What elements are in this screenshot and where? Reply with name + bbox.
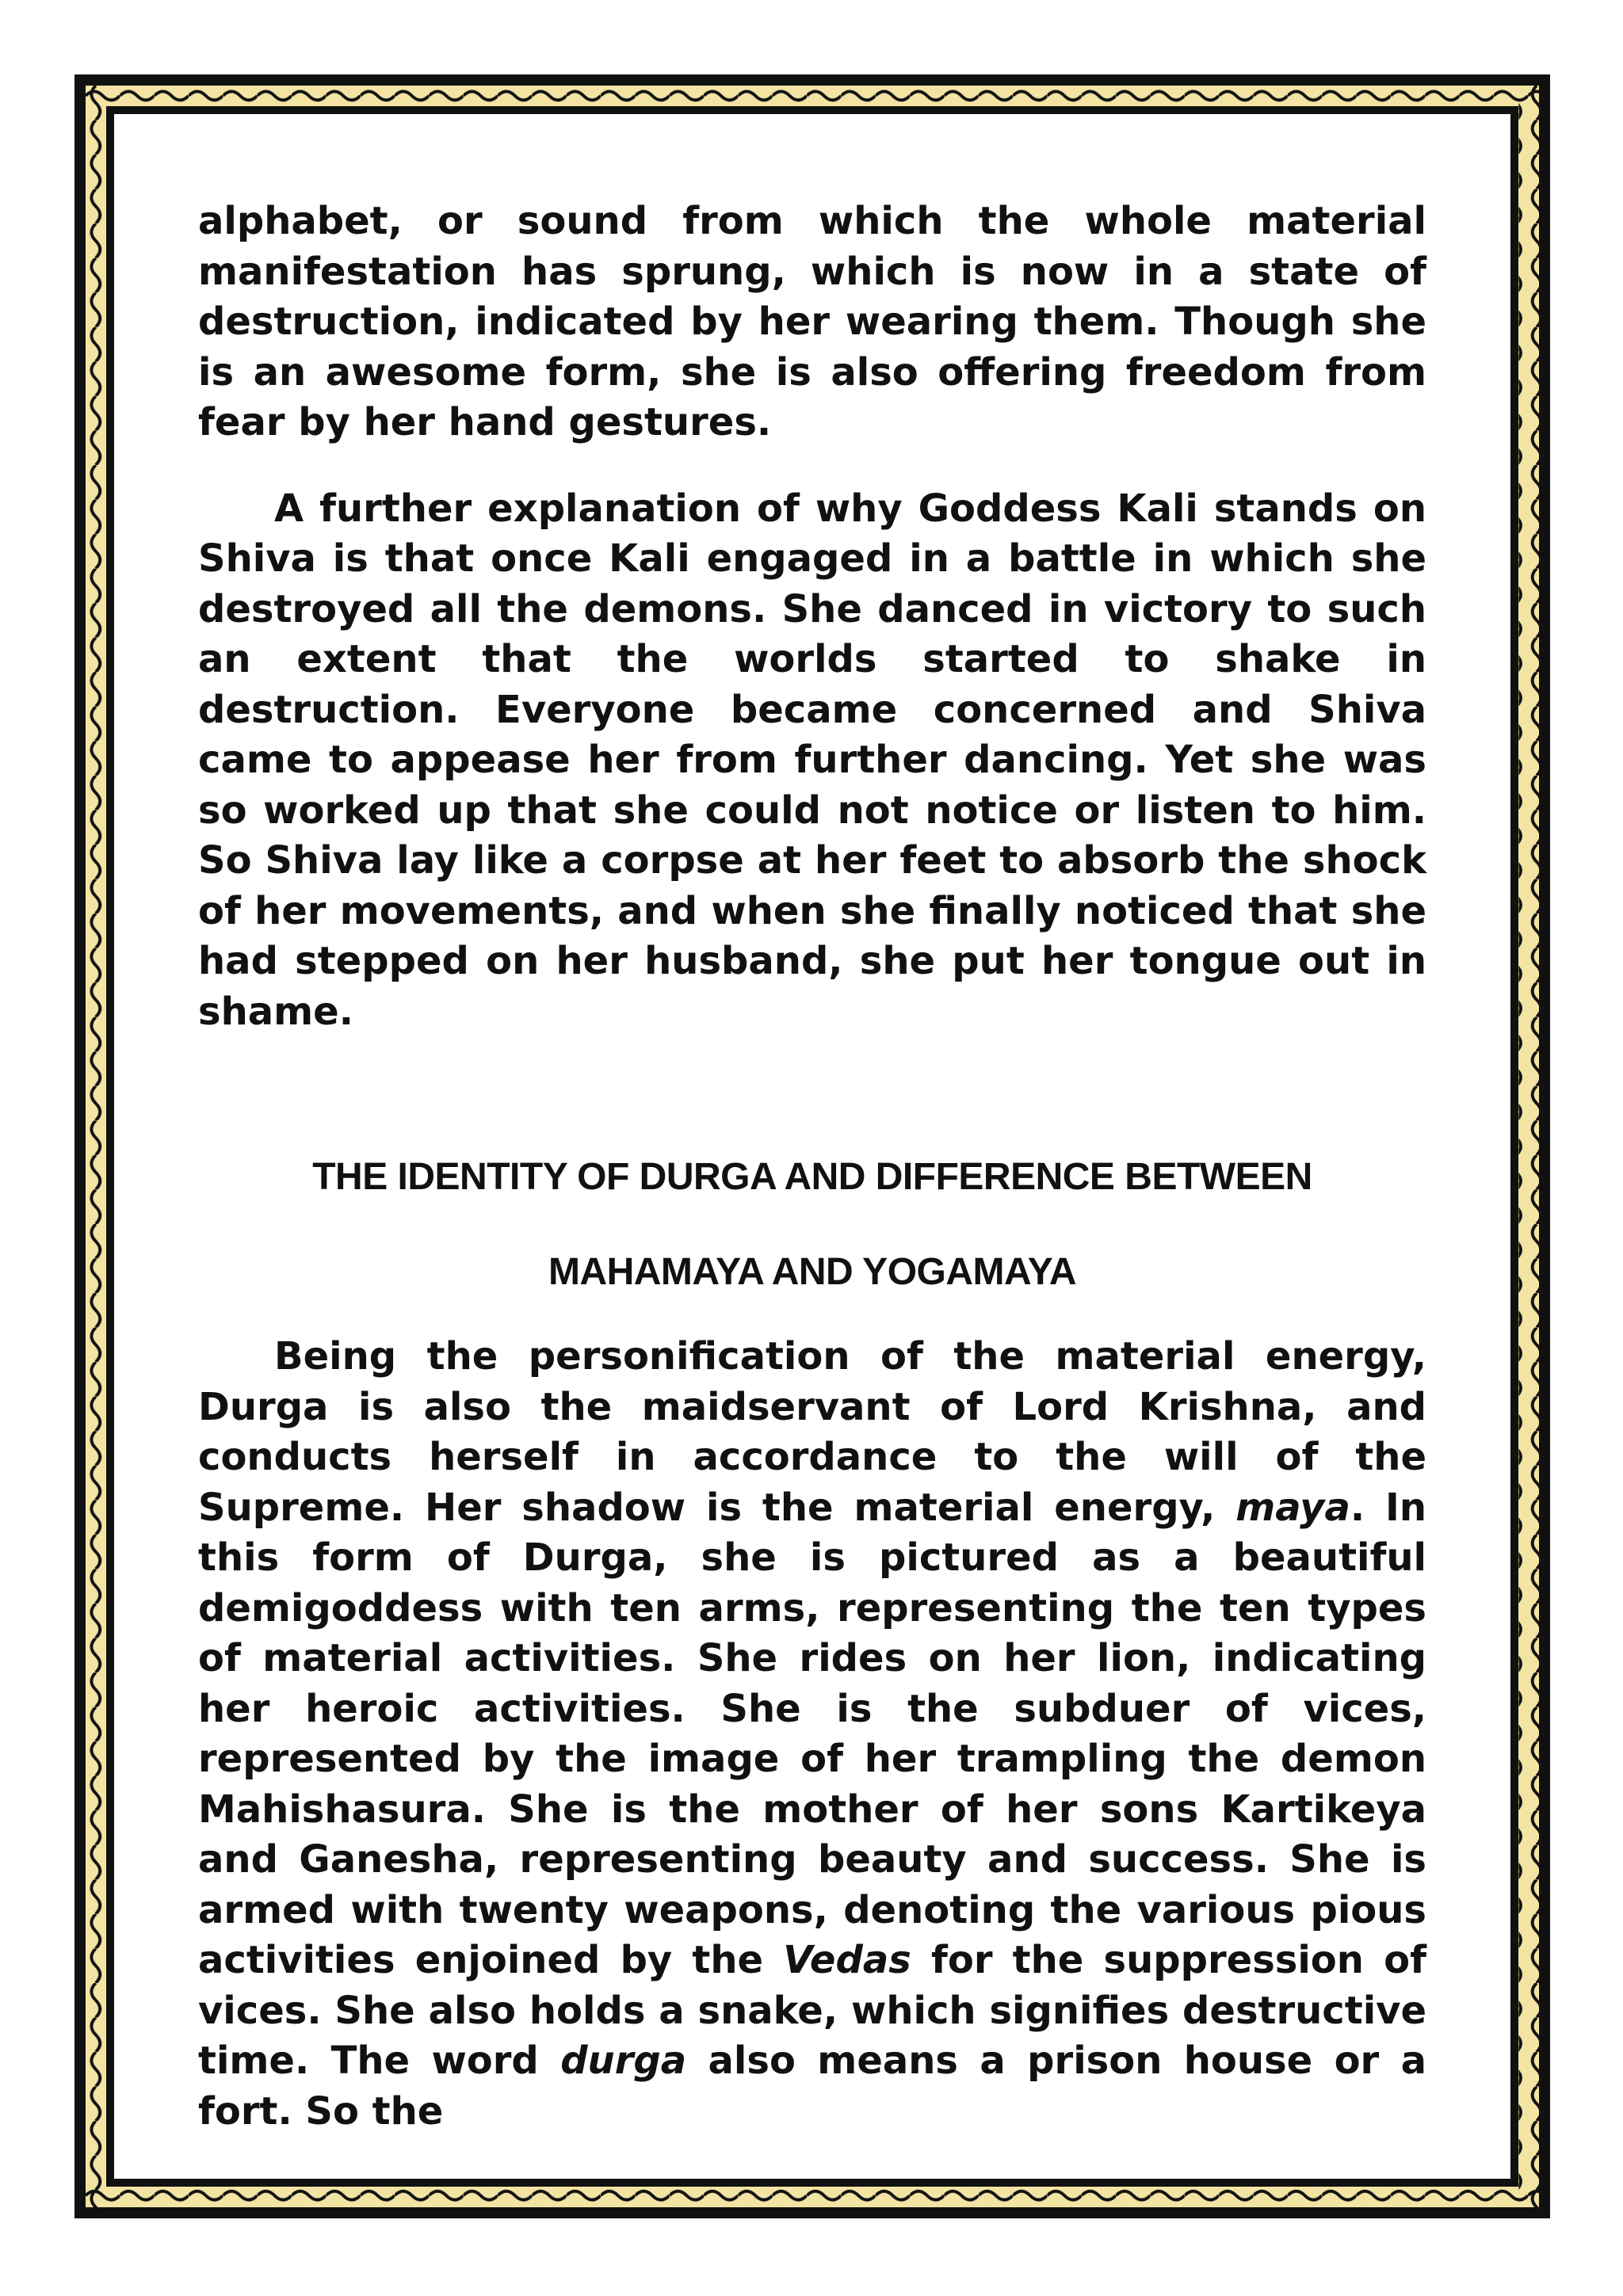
page-body bbox=[198, 196, 1426, 2137]
section-heading-line-2: MAHAMAYA AND YOGAMAYA bbox=[548, 1251, 1077, 1293]
italic-term-vedas: Vedas bbox=[783, 1938, 911, 1982]
paragraph-3 bbox=[198, 1332, 1426, 2137]
paragraph-2: A further explanation of why Goddess Kali stands on Shiva is that once Kali engaged in a battle in which she destroyed all the demons. She danced in victory to such an extent that the worlds started to shake in destruction. Everyone became concerned and Shiva came to appease her from further dancing. Yet she was so worked up that she could not notice or listen to him. So Shiva lay like a corpse at her feet to absorb the shock of her movements, and when she finally noticed that she had stepped on her husband, she put her tongue out in shame. bbox=[198, 486, 1426, 1034]
paragraph-1: alphabet, or sound from which the whole material manifestation has sprung, which is now in a state of destruction, indicated by her wearing them. Though she is an awesome form, she is also offering freedom from fear by her hand gestures. bbox=[198, 199, 1426, 444]
paragraph-3-text-b: . In this form of Durga, she is pictured as a beautiful demigoddess with ten arms, representing the ten types of material activities. She rides on her lion, indicating her heroic activities. She is the subduer of vices, represented by the image of her trampling the demon Mahishasura. She is the mother of her sons Kartikeya and Ganesha, representing beauty and success. She is armed with twenty weapons, denoting the various pious activities enjoined by the bbox=[198, 1485, 1426, 1982]
italic-term-durga: durga bbox=[560, 2039, 687, 2083]
section-heading-line-1: THE IDENTITY OF DURGA AND DIFFERENCE BETWEEN bbox=[312, 1156, 1312, 1198]
paragraph-3-text-a: Being the personification of the material energy, Durga is also the maidservant of Lord Krishna, and conducts herself in accordance to the will of the Supreme. Her shadow is the material energy, bbox=[198, 1334, 1426, 1530]
paragraph-3-text-c: for the suppression of vices. She also holds a snake, which signifies destructive time. The word bbox=[198, 1938, 1426, 2083]
paragraph-3-text-d: also means a prison house or a fort. So the bbox=[198, 2039, 1427, 2134]
italic-term-maya: maya bbox=[1235, 1485, 1350, 1530]
